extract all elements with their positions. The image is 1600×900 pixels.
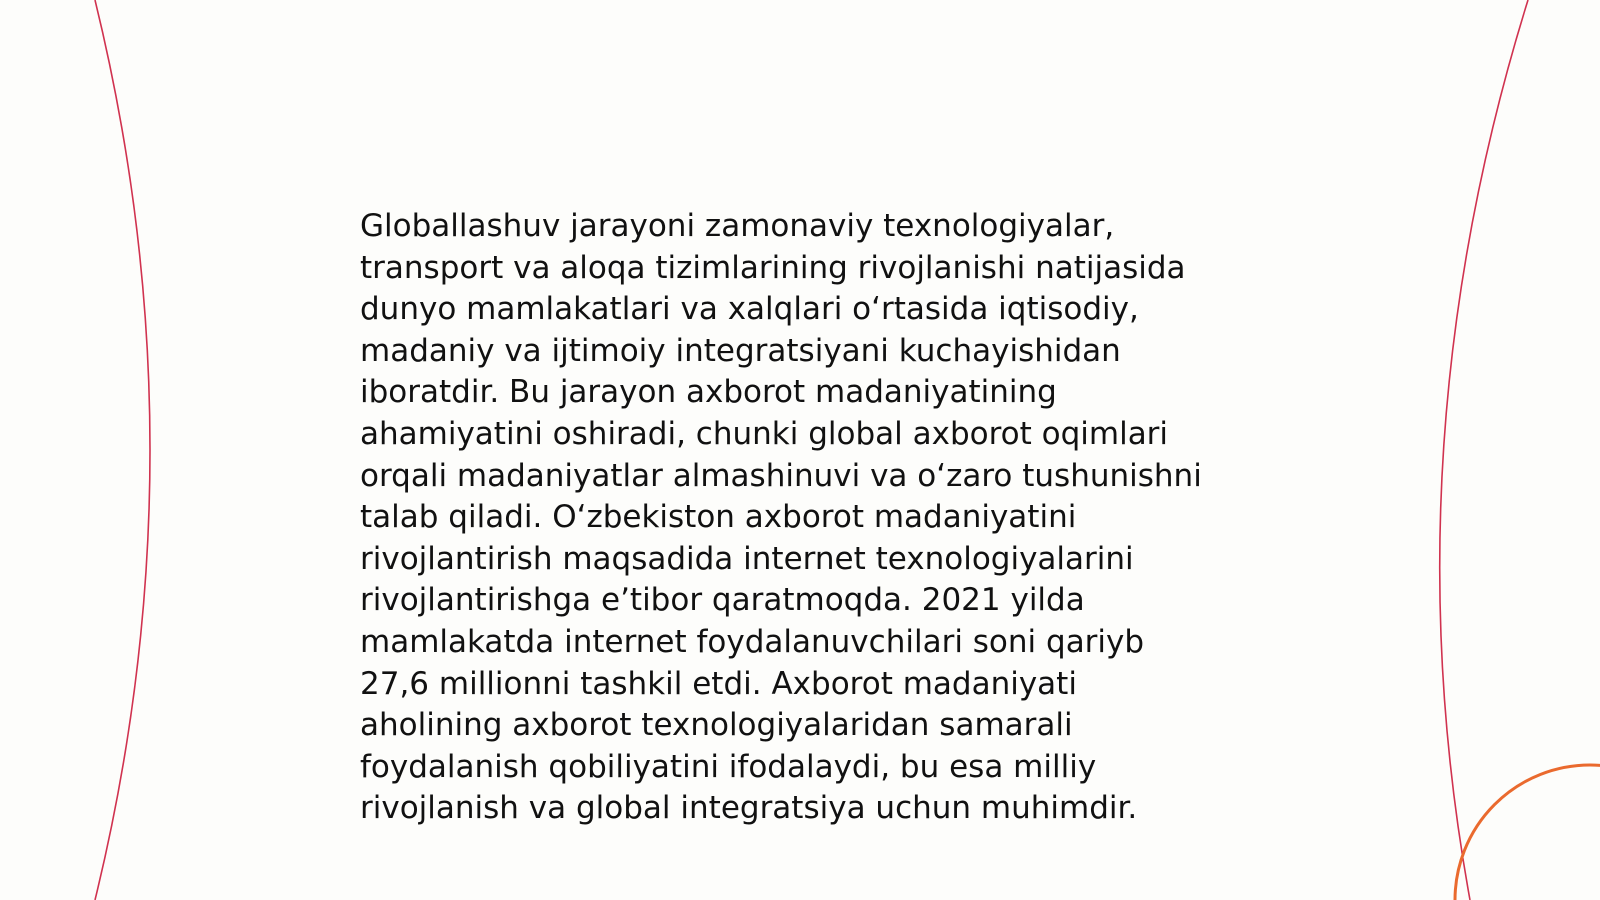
paragraph-line-14: foydalanish qobiliyatini ifodalaydi, bu esa milliy (360, 748, 1097, 785)
paragraph-line-9: rivojlantirish maqsadida internet texnologiyalarini (360, 540, 1134, 577)
paragraph-line-4: madaniy va ijtimoiy integratsiyani kuchayishidan (360, 332, 1121, 369)
paragraph-line-15: rivojlanish va global integratsiya uchun muhimdir. (360, 790, 1138, 827)
paragraph-line-1: Globallashuv jarayoni zamonaviy texnologiyalar, (360, 208, 1115, 244)
paragraph-line-8: talab qiladi. Oʻzbekiston axborot madaniyatini (360, 499, 1077, 536)
paragraph-line-12: 27,6 millionni tashkil etdi. Axborot madaniyati (360, 665, 1077, 702)
left-arc (95, 0, 150, 900)
paragraph-line-2: transport va aloqa tizimlarining rivojlanishi natijasida (360, 249, 1186, 286)
paragraph-line-13: aholining axborot texnologiyalaridan samarali (360, 707, 1073, 744)
paragraph-line-10: rivojlantirishga e’tibor qaratmoqda. 2021 yilda (360, 582, 1085, 619)
orange-circle-arc (1455, 765, 1600, 900)
paragraph-line-11: mamlakatda internet foydalanuvchilari soni qariyb (360, 623, 1145, 660)
paragraph-line-7: orqali madaniyatlar almashinuvi va oʻzaro tushunishni (360, 457, 1202, 494)
paragraph-line-3: dunyo mamlakatlari va xalqlari oʻrtasida iqtisodiy, (360, 291, 1139, 328)
paragraph-line-6: ahamiyatini oshiradi, chunki global axborot oqimlari (360, 415, 1169, 452)
body-paragraph (360, 206, 1260, 830)
paragraph-line-5: iboratdir. Bu jarayon axborot madaniyatining (360, 374, 1057, 411)
right-arc (1440, 0, 1528, 900)
